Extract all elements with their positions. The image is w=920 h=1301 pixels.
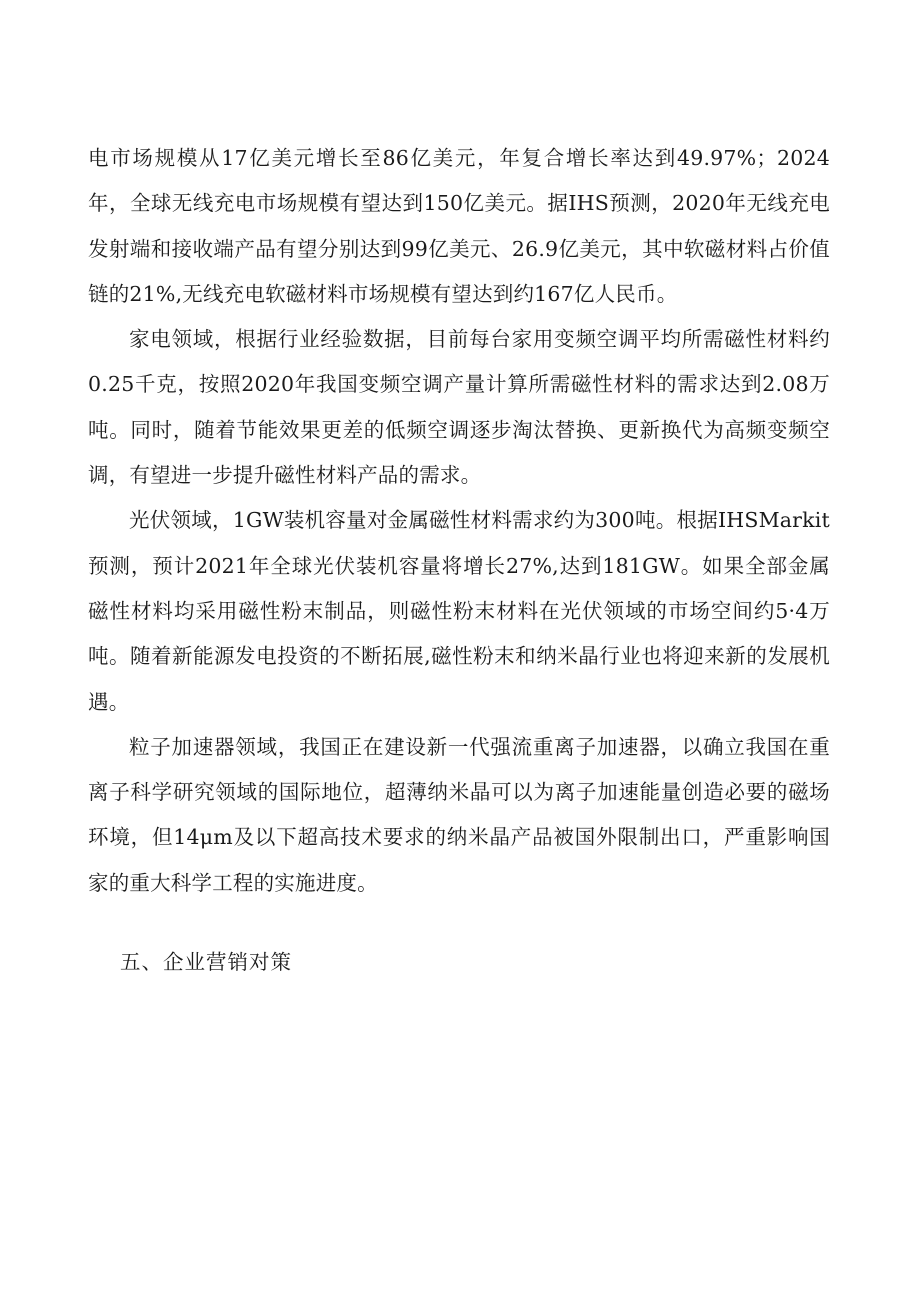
paragraph-photovoltaic: 光伏领域，1GW装机容量对金属磁性材料需求约为300吨。根据IHSMarkit预测，预计2021年全球光伏装机容量将增长27%,达到181GW。如果全部金属磁性材料均采用磁性粉末制品，则磁性粉末材料在光伏领域的市场空间约5·4万吨。随着新能源发电投资的不断拓展,磁性粉末和纳米晶行业也将迎来新的发展机遇。 (88, 508, 830, 714)
section-heading: 五、企业营销对策 (120, 950, 292, 975)
document-body (88, 136, 830, 985)
paragraph-home-appliances: 家电领域，根据行业经验数据，目前每台家用变频空调平均所需磁性材料约0.25千克，按照2020年我国变频空调产量计算所需磁性材料的需求达到2.08万吨。同时，随着节能效果更差的低频空调逐步淘汰替换、更新换代为高频变频空调，有望进一步提升磁性材料产品的需求。 (88, 327, 830, 488)
paragraph-particle-accelerator: 粒子加速器领域，我国正在建设新一代强流重离子加速器，以确立我国在重离子科学研究领域的国际地位，超薄纳米晶可以为离子加速能量创造必要的磁场环境，但14μm及以下超高技术要求的纳米晶产品被国外限制出口，严重影响国家的重大科学工程的实施进度。 (88, 734, 830, 895)
paragraph-wireless-charging: 电市场规模从17亿美元增长至86亿美元，年复合增长率达到49.97%；2024年，全球无线充电市场规模有望达到150亿美元。据IHS预测，2020年无线充电发射端和接收端产品有望分别达到99亿美元、26.9亿美元，其中软磁材料占价值链的21%,无线充电软磁材料市场规模有望达到约167亿人民币。 (88, 146, 830, 306)
